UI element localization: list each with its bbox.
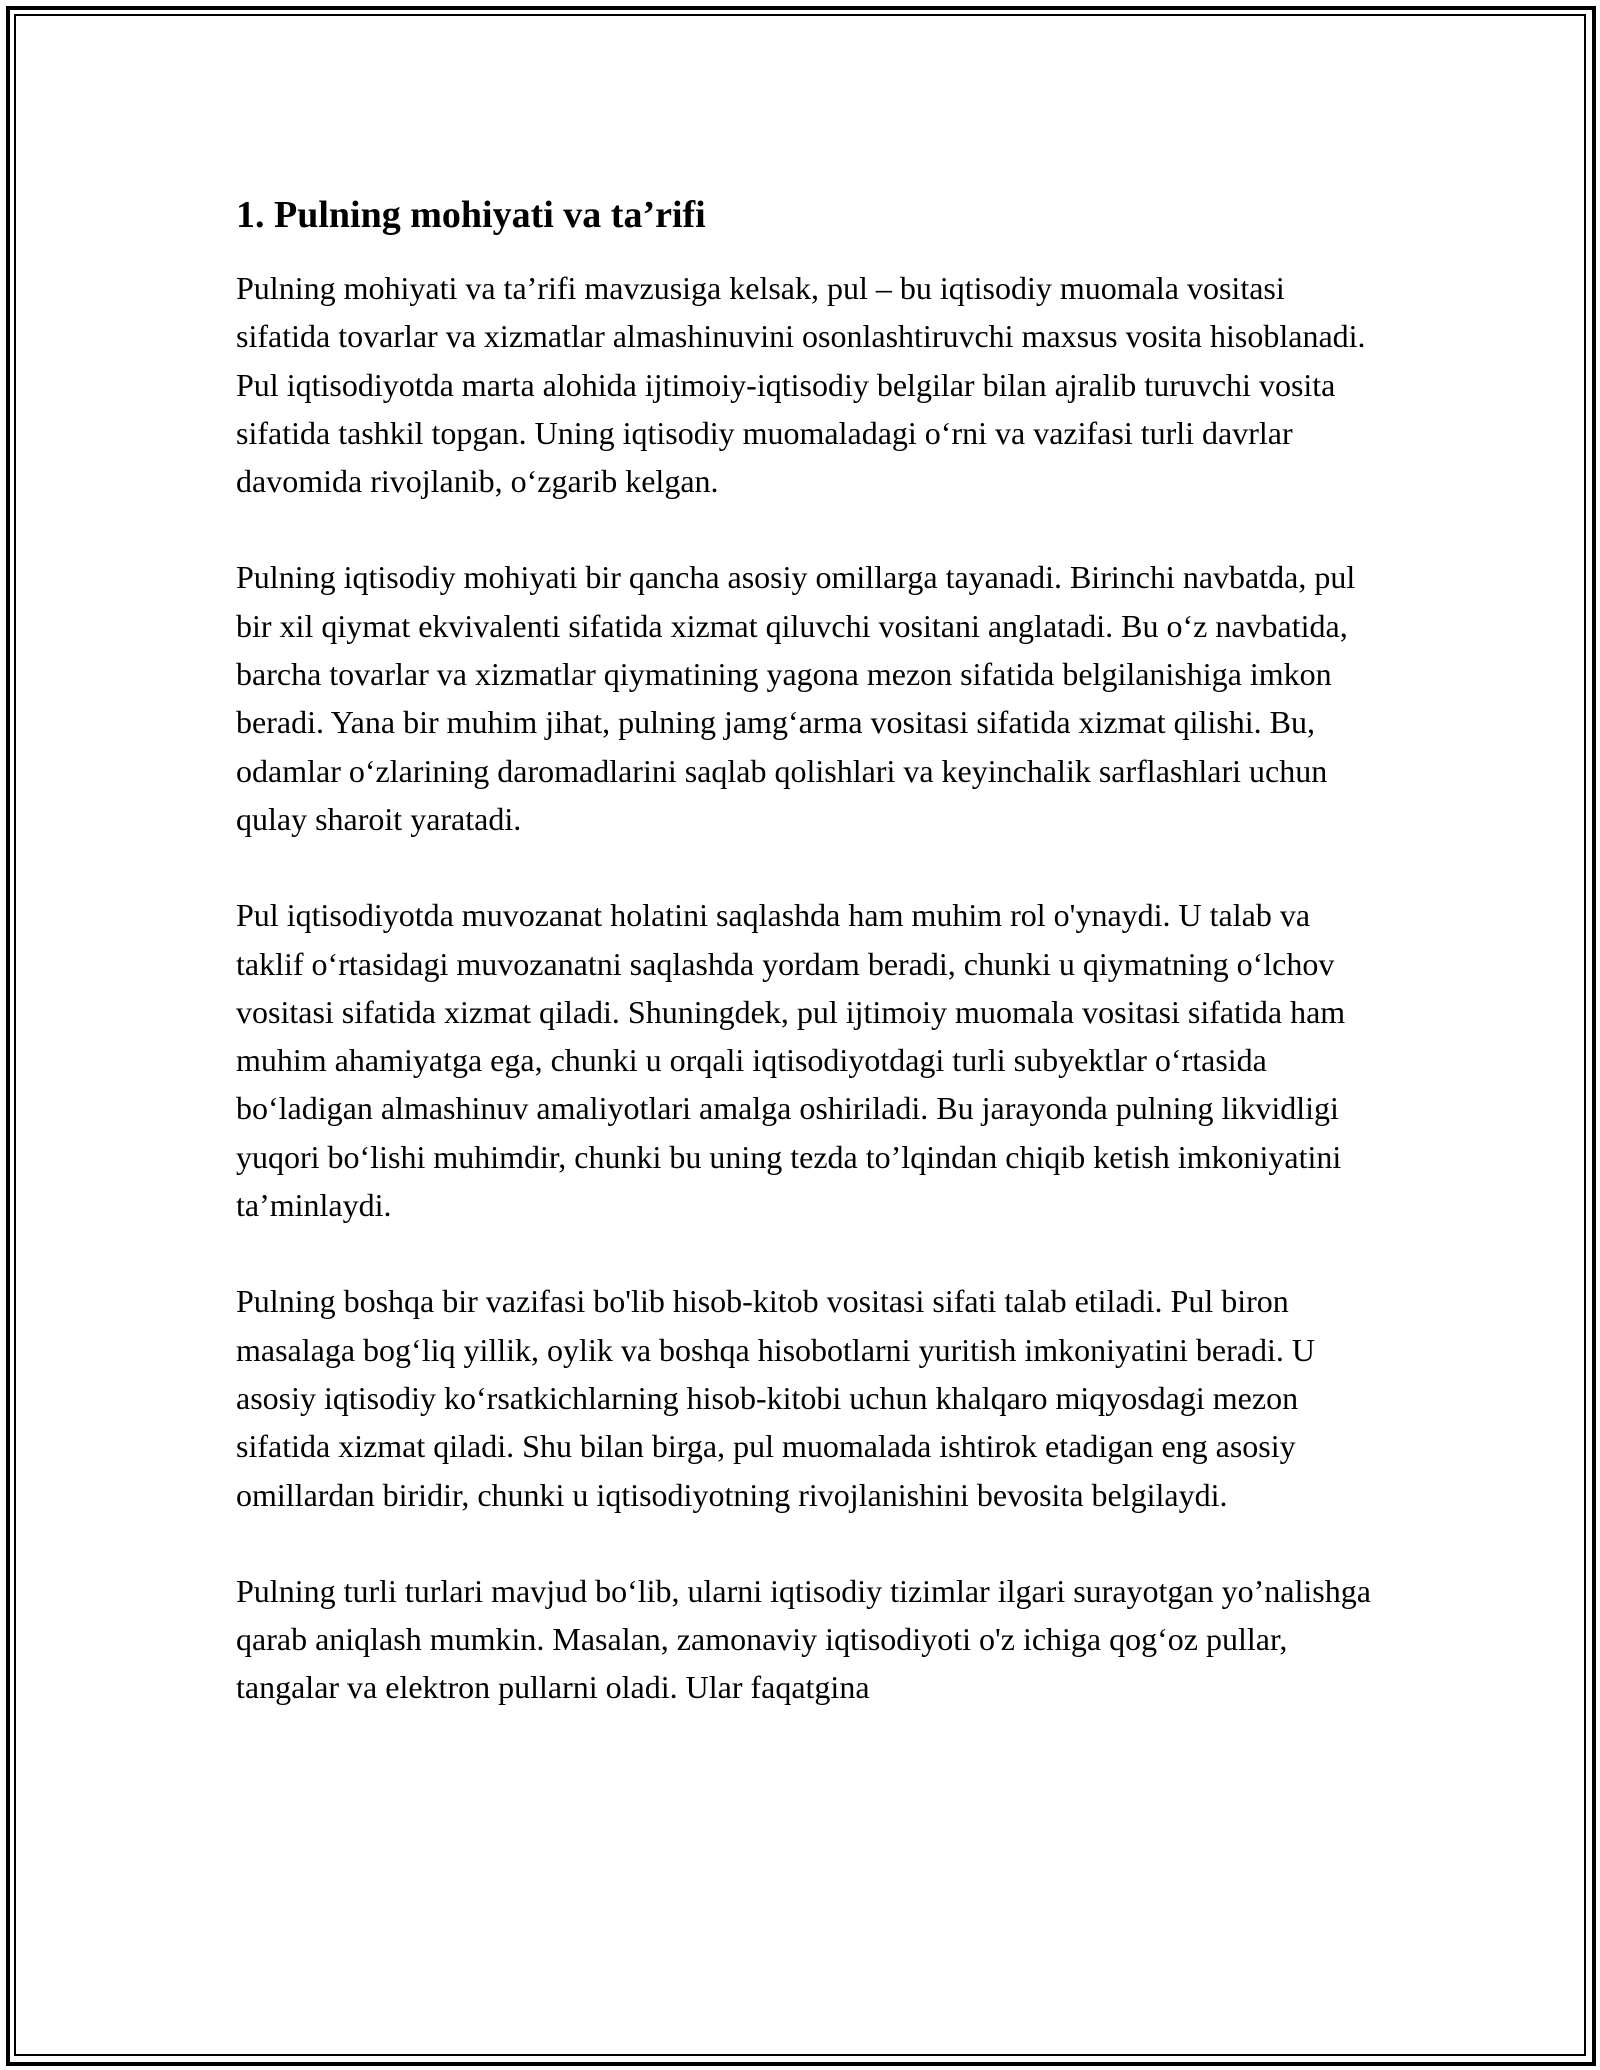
section-heading: 1. Pulning mohiyati va ta’rifi	[236, 194, 706, 236]
paragraph-2: Pulning iqtisodiy mohiyati bir qancha asosiy omillarga tayanadi. Birinchi navbatda, pul bir xil qiymat ekvivalenti sifatida xizmat qiluvchi vositani anglatadi. Bu o‘z navbatida, barcha tovarlar va xizmatlar qiymatining yagona mezon sifatida belgilanishiga imkon beradi. Yana bir muhim jihat, pulning jamg‘arma vositasi sifatida xizmat qilishi. Bu, odamlar o‘zlarining daromadlarini saqlab qolishlari va keyinchalik sarflashlari uchun qulay sharoit yaratadi.	[236, 559, 1356, 837]
document-body	[236, 180, 1376, 1760]
paragraph-3: Pul iqtisodiyotda muvozanat holatini saqlashda ham muhim rol o'ynaydi. U talab va taklif o‘rtasidagi muvozanatni saqlashda yordam beradi, chunki u qiymatning o‘lchov vositasi sifatida xizmat qiladi. Shuningdek, pul ijtimoiy muomala vositasi sifatida ham muhim ahamiyatga ega, chunki u orqali iqtisodiyotdagi turli subyektlar o‘rtasida bo‘ladigan almashinuv amaliyotlari amalga oshiriladi. Bu jarayonda pulning likvidligi yuqori bo‘lishi muhimdir, chunki bu uning tezda to’lqindan chiqib ketish imkoniyatini ta’minlaydi.	[236, 897, 1346, 1224]
paragraph-5: Pulning turli turlari mavjud bo‘lib, ularni iqtisodiy tizimlar ilgari surayotgan yo’nalishga qarab aniqlash mumkin. Masalan, zamonaviy iqtisodiyoti o'z ichiga qog‘oz pullar, tangalar va elektron pullarni oladi. Ular faqatgina	[236, 1572, 1371, 1706]
paragraph-1: Pulning mohiyati va ta’rifi mavzusiga kelsak, pul – bu iqtisodiy muomala vositasi sifatida tovarlar va xizmatlar almashinuvini osonlashtiruvchi maxsus vosita hisoblanadi. Pul iqtisodiyotda marta alohida ijtimoiy-iqtisodiy belgilar bilan ajralib turuvchi vosita sifatida tashkil topgan. Uning iqtisodiy muomaladagi o‘rni va vazifasi turli davrlar davomida rivojlanib, o‘zgarib kelgan.	[236, 270, 1366, 500]
paragraph-4: Pulning boshqa bir vazifasi bo'lib hisob-kitob vositasi sifati talab etiladi. Pul biron masalaga bog‘liq yillik, oylik va boshqa hisobotlarni yuritish imkoniyatini beradi. U asosiy iqtisodiy ko‘rsatkichlarning hisob-kitobi uchun khalqaro miqyosdagi mezon sifatida xizmat qiladi. Shu bilan birga, pul muomalada ishtirok etadigan eng asosiy omillardan biridir, chunki u iqtisodiyotning rivojlanishini bevosita belgilaydi.	[236, 1283, 1315, 1513]
